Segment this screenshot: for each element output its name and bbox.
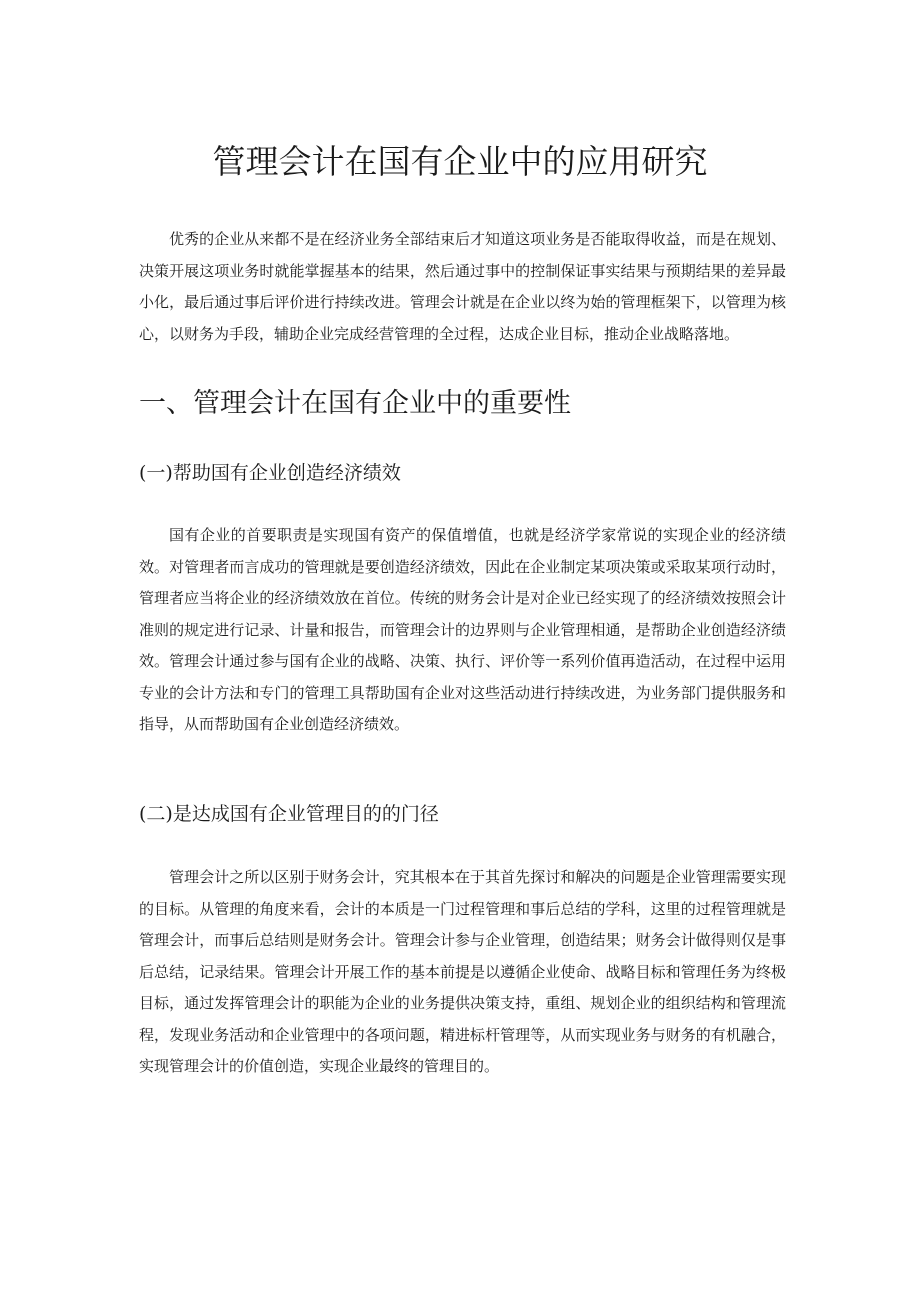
subsection-1-paragraph: 国有企业的首要职责是实现国有资产的保值增值，也就是经济学家常说的实现企业的经济绩效。对管理者而言成功的管理就是要创造经济绩效，因此在企业制定某项决策或采取某项行动时，管理者应当将企业的经济绩效放在首位。传统的财务会计是对企业已经实现了的经济绩效按照会计准则的规定进行记录、计量和报告，而管理会计的边界则与企业管理相通，是帮助企业创造经济绩效。管理会计通过参与国有企业的战略、决策、执行、评价等一系列价值再造活动，在过程中运用专业的会计方法和专门的管理工具帮助国有企业对这些活动进行持续改进，为业务部门提供服务和指导，从而帮助国有企业创造经济绩效。 (139, 526, 786, 733)
intro-paragraph: 优秀的企业从来都不是在经济业务全部结束后才知道这项业务是否能取得收益，而是在规划、决策开展这项业务时就能掌握基本的结果，然后通过事中的控制保证事实结果与预期结果的差异最小化，最后通过事后评价进行持续改进。管理会计就是在企业以终为始的管理框架下，以管理为核心，以财务为手段，辅助企业完成经营管理的全过程，达成企业目标，推动企业战略落地。 (139, 230, 786, 343)
subsection-2-paragraph: 管理会计之所以区别于财务会计，究其根本在于其首先探讨和解决的问题是企业管理需要实现的目标。从管理的角度来看，会计的本质是一门过程管理和事后总结的学科，这里的过程管理就是管理会计，而事后总结则是财务会计。管理会计参与企业管理，创造结果；财务会计做得则仅是事后总结，记录结果。管理会计开展工作的基本前提是以遵循企业使命、战略目标和管理任务为终极目标，通过发挥管理会计的职能为企业的业务提供决策支持，重组、规划企业的组织结构和管理流程，发现业务活动和企业管理中的各项问题，精进标杆管理等，从而实现业务与财务的有机融合，实现管理会计的价值创造，实现企业最终的管理目的。 (139, 868, 786, 1075)
section-heading-1: 一、管理会计在国有企业中的重要性 (139, 388, 571, 419)
subsection-heading-2: (二)是达成国有企业管理目的的门径 (139, 803, 439, 825)
subsection-heading-1: (一)帮助国有企业创造经济绩效 (139, 462, 401, 484)
document-title: 管理会计在国有企业中的应用研究 (212, 142, 708, 181)
